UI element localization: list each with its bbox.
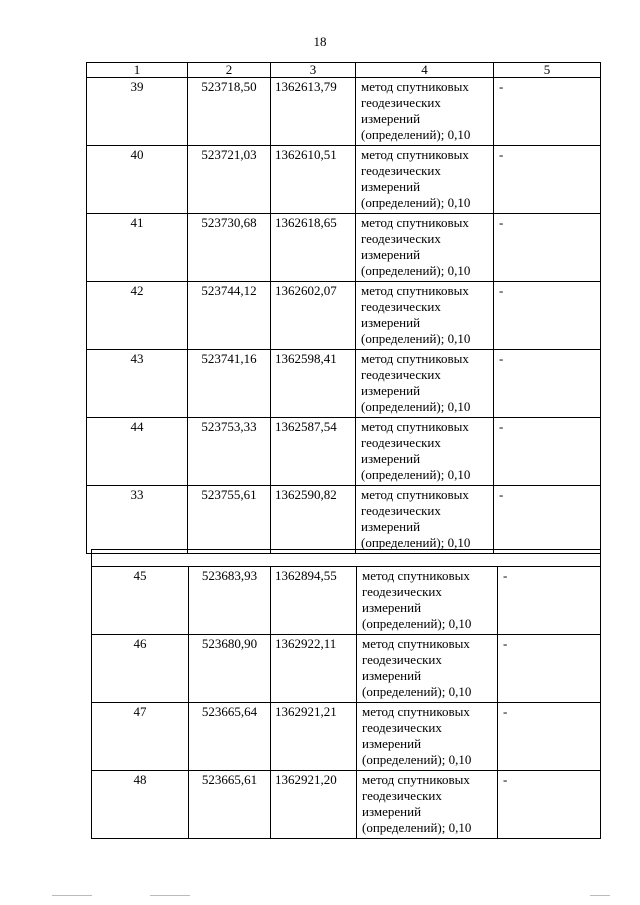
point-number: 39 bbox=[87, 78, 188, 146]
coordinate-x: 523665,64 bbox=[189, 703, 271, 771]
table-row bbox=[87, 78, 601, 146]
note-cell: - bbox=[494, 282, 601, 350]
method-line: (определений); 0,10 bbox=[361, 263, 471, 278]
method-line: метод спутниковых bbox=[361, 79, 469, 94]
table-row bbox=[92, 771, 601, 839]
method-line: метод спутниковых bbox=[362, 704, 470, 719]
point-number: 42 bbox=[87, 282, 188, 350]
method-line: (определений); 0,10 bbox=[361, 467, 471, 482]
point-number: 33 bbox=[87, 486, 188, 554]
point-number: 41 bbox=[87, 214, 188, 282]
method-line: (определений); 0,10 bbox=[362, 684, 472, 699]
coordinate-y: 1362921,20 bbox=[271, 771, 357, 839]
method-line: измерений bbox=[361, 383, 421, 398]
method-cell bbox=[357, 567, 498, 635]
method-line: измерений bbox=[361, 519, 421, 534]
spacer-row bbox=[92, 550, 601, 567]
method-line: геодезических bbox=[362, 584, 442, 599]
note-cell: - bbox=[498, 635, 601, 703]
coordinate-x: 523718,50 bbox=[188, 78, 271, 146]
coordinate-x: 523680,90 bbox=[189, 635, 271, 703]
method-line: (определений); 0,10 bbox=[361, 127, 471, 142]
table-row bbox=[87, 418, 601, 486]
method-cell bbox=[356, 282, 494, 350]
method-line: измерений bbox=[362, 668, 422, 683]
coordinate-y: 1362602,07 bbox=[271, 282, 356, 350]
table-row bbox=[87, 282, 601, 350]
note-cell: - bbox=[498, 567, 601, 635]
method-cell bbox=[357, 635, 498, 703]
coordinate-x: 523744,12 bbox=[188, 282, 271, 350]
method-cell bbox=[356, 146, 494, 214]
method-line: метод спутниковых bbox=[361, 351, 469, 366]
coordinate-y: 1362921,21 bbox=[271, 703, 357, 771]
table-row bbox=[92, 567, 601, 635]
method-line: измерений bbox=[362, 600, 422, 615]
method-line: метод спутниковых bbox=[362, 772, 470, 787]
method-line: измерений bbox=[362, 736, 422, 751]
method-line: метод спутниковых bbox=[361, 283, 469, 298]
coordinate-y: 1362598,41 bbox=[271, 350, 356, 418]
method-line: (определений); 0,10 bbox=[362, 616, 472, 631]
method-cell bbox=[356, 418, 494, 486]
coordinate-y: 1362894,55 bbox=[271, 567, 357, 635]
method-line: измерений bbox=[361, 247, 421, 262]
method-line: (определений); 0,10 bbox=[361, 331, 471, 346]
note-cell: - bbox=[498, 703, 601, 771]
note-cell: - bbox=[494, 146, 601, 214]
method-line: геодезических bbox=[362, 788, 442, 803]
method-line: метод спутниковых bbox=[361, 215, 469, 230]
method-cell bbox=[356, 350, 494, 418]
coordinate-y: 1362618,65 bbox=[271, 214, 356, 282]
spacer-cell bbox=[92, 550, 601, 567]
table-row bbox=[92, 703, 601, 771]
note-cell: - bbox=[498, 771, 601, 839]
table-row bbox=[87, 214, 601, 282]
header-col-3: 3 bbox=[271, 63, 356, 78]
note-cell: - bbox=[494, 486, 601, 554]
table-row bbox=[87, 350, 601, 418]
point-number: 43 bbox=[87, 350, 188, 418]
note-cell: - bbox=[494, 350, 601, 418]
method-line: метод спутниковых bbox=[362, 568, 470, 583]
coordinate-y: 1362610,51 bbox=[271, 146, 356, 214]
method-cell bbox=[357, 703, 498, 771]
coordinate-x: 523755,61 bbox=[188, 486, 271, 554]
coordinate-x: 523730,68 bbox=[188, 214, 271, 282]
coordinate-x: 523683,93 bbox=[189, 567, 271, 635]
method-line: геодезических bbox=[361, 95, 441, 110]
point-number: 48 bbox=[92, 771, 189, 839]
header-col-2: 2 bbox=[188, 63, 271, 78]
note-cell: - bbox=[494, 418, 601, 486]
method-line: измерений bbox=[362, 804, 422, 819]
method-cell bbox=[357, 771, 498, 839]
method-line: измерений bbox=[361, 111, 421, 126]
coordinate-x: 523753,33 bbox=[188, 418, 271, 486]
method-line: геодезических bbox=[362, 720, 442, 735]
header-row bbox=[87, 63, 601, 78]
method-cell bbox=[356, 78, 494, 146]
point-number: 40 bbox=[87, 146, 188, 214]
note-cell: - bbox=[494, 214, 601, 282]
point-number: 47 bbox=[92, 703, 189, 771]
table-row bbox=[87, 486, 601, 554]
method-line: (определений); 0,10 bbox=[362, 752, 472, 767]
point-number: 44 bbox=[87, 418, 188, 486]
header-col-4: 4 bbox=[356, 63, 494, 78]
coordinate-x: 523721,03 bbox=[188, 146, 271, 214]
table-row bbox=[87, 146, 601, 214]
method-line: измерений bbox=[361, 179, 421, 194]
method-cell bbox=[356, 214, 494, 282]
method-line: (определений); 0,10 bbox=[361, 535, 471, 550]
method-line: геодезических bbox=[361, 299, 441, 314]
header-col-5: 5 bbox=[494, 63, 601, 78]
coordinate-y: 1362587,54 bbox=[271, 418, 356, 486]
method-line: геодезических bbox=[361, 503, 441, 518]
method-line: метод спутниковых bbox=[361, 419, 469, 434]
footer-marks bbox=[0, 895, 640, 899]
note-cell: - bbox=[494, 78, 601, 146]
coordinate-x: 523741,16 bbox=[188, 350, 271, 418]
coordinate-y: 1362613,79 bbox=[271, 78, 356, 146]
method-line: метод спутниковых bbox=[361, 147, 469, 162]
header-col-1: 1 bbox=[87, 63, 188, 78]
method-line: геодезических bbox=[361, 163, 441, 178]
method-line: геодезических bbox=[361, 231, 441, 246]
method-line: (определений); 0,10 bbox=[361, 399, 471, 414]
coordinate-x: 523665,61 bbox=[189, 771, 271, 839]
method-line: метод спутниковых bbox=[362, 636, 470, 651]
coordinate-y: 1362590,82 bbox=[271, 486, 356, 554]
method-line: геодезических bbox=[362, 652, 442, 667]
table-row bbox=[92, 635, 601, 703]
point-number: 45 bbox=[92, 567, 189, 635]
method-line: измерений bbox=[361, 315, 421, 330]
method-line: метод спутниковых bbox=[361, 487, 469, 502]
method-line: геодезических bbox=[361, 367, 441, 382]
point-number: 46 bbox=[92, 635, 189, 703]
method-cell bbox=[356, 486, 494, 554]
method-line: (определений); 0,10 bbox=[361, 195, 471, 210]
coordinate-y: 1362922,11 bbox=[271, 635, 357, 703]
coordinates-table-bottom bbox=[91, 549, 601, 839]
method-line: (определений); 0,10 bbox=[362, 820, 472, 835]
page-number: 18 bbox=[313, 34, 327, 49]
coordinates-table-top bbox=[86, 62, 601, 554]
method-line: измерений bbox=[361, 451, 421, 466]
method-line: геодезических bbox=[361, 435, 441, 450]
